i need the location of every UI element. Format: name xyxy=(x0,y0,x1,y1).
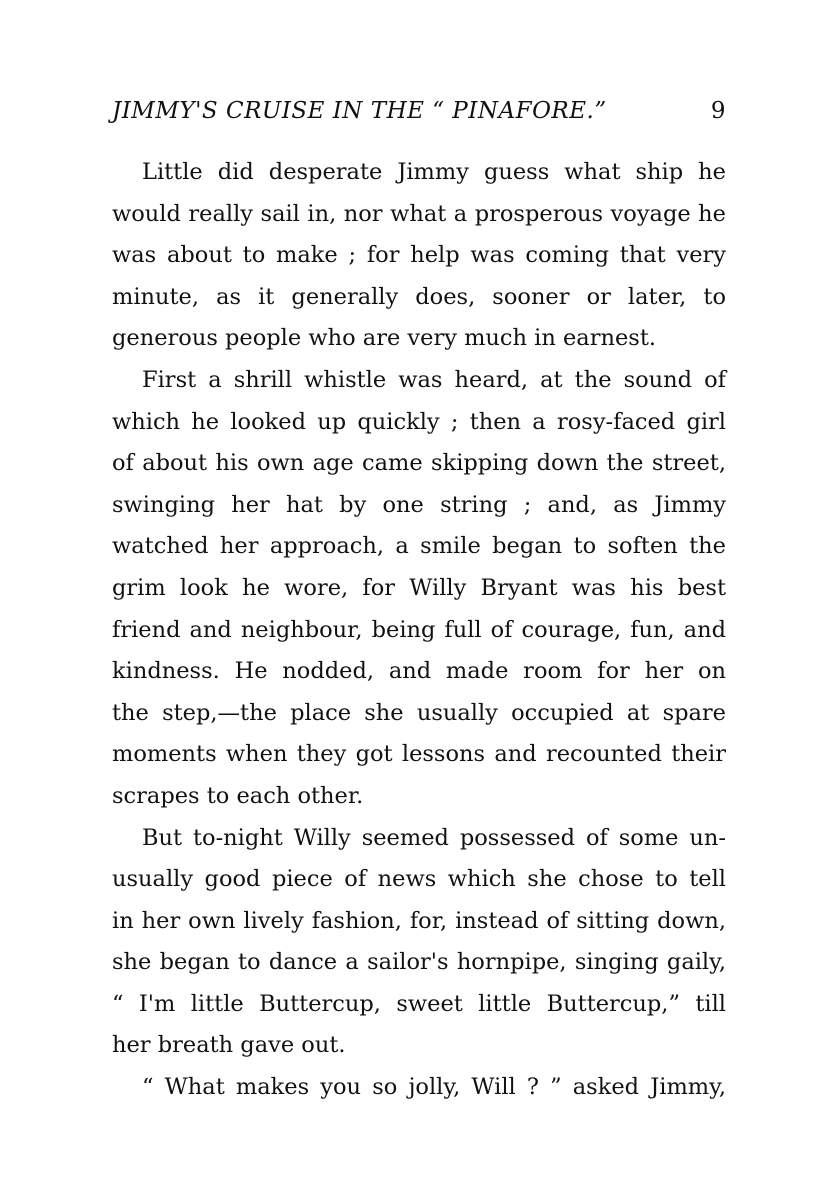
text-line: friend and neighbour, being full of courage, fun, and xyxy=(112,616,726,643)
text-line: Little did desperate Jimmy guess what ship he xyxy=(142,159,726,185)
text-line: But to-night Willy seemed possessed of some un- xyxy=(142,824,726,851)
paragraph-1 xyxy=(112,152,726,360)
text-line: would really sail in, nor what a prosperous voyage he xyxy=(112,200,726,227)
text-line: she began to dance a sailor's hornpipe, singing gaily, xyxy=(112,949,726,976)
text-line: scrapes to each other. xyxy=(112,782,364,809)
text-line: moments when they got lessons and recounted their xyxy=(112,741,726,768)
running-title: JIMMY'S CRUISE IN THE “ PINAFORE.” xyxy=(112,98,607,124)
text-line: her breath gave out. xyxy=(112,1032,346,1059)
text-line: swinging her hat by one string ; and, as Jimmy xyxy=(112,491,726,518)
text-line: minute, as it generally does, sooner or later, to xyxy=(112,283,726,310)
text-line: usually good piece of news which she chose to tell xyxy=(112,866,726,893)
text-line: watched her approach, a smile began to soften the xyxy=(112,533,726,560)
text-line: of about his own age came skipping down the street, xyxy=(112,450,726,477)
paragraph-4 xyxy=(112,1067,726,1109)
text-line: “ I'm little Buttercup, sweet little Buttercup,” till xyxy=(112,990,726,1017)
text-line: in her own lively fashion, for, instead of sitting down, xyxy=(112,907,726,934)
running-head xyxy=(112,98,726,134)
text-line: kindness. He nodded, and made room for her on xyxy=(112,658,726,685)
body-text xyxy=(112,152,726,1109)
text-line: First a shrill whistle was heard, at the sound of xyxy=(142,366,726,393)
text-line: “ What makes you so jolly, Will ? ” asked Jimmy, xyxy=(142,1074,726,1101)
page-number: 9 xyxy=(710,98,726,124)
text-line: grim look he wore, for Willy Bryant was his best xyxy=(112,574,726,601)
text-line: which he looked up quickly ; then a rosy-faced girl xyxy=(112,408,726,435)
paragraph-2 xyxy=(112,360,726,818)
text-line: the step,—the place she usually occupied at spare xyxy=(112,699,726,726)
paragraph-3 xyxy=(112,818,726,1068)
text-line: was about to make ; for help was coming that very xyxy=(112,242,726,269)
text-line: generous people who are very much in earnest. xyxy=(112,325,657,352)
